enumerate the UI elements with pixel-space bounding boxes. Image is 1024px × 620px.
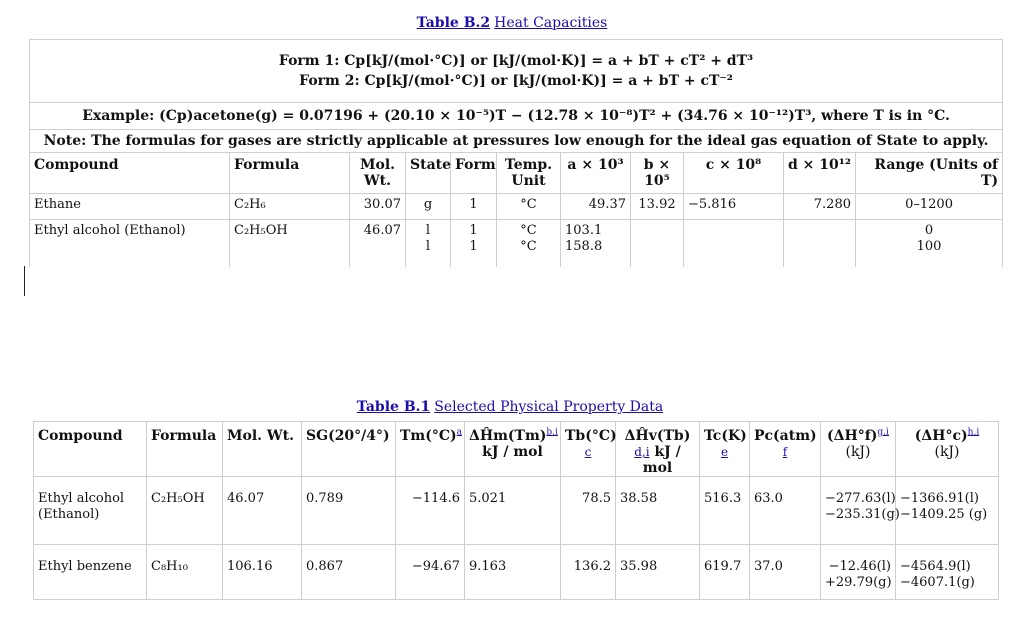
table-b1-title-link[interactable]: Selected Physical Property Data: [434, 399, 664, 415]
table-b1-number-link[interactable]: Table B.1: [356, 399, 431, 415]
col-header-state: State: [406, 153, 451, 194]
text-cursor: [24, 266, 25, 296]
table-b2-number-link[interactable]: Table B.2: [416, 15, 491, 31]
col-header-hc: $(\Delta H^\circ c)^{h,i}$ (kJ): [896, 422, 999, 477]
col-header-mol-wt: Mol. Wt.: [350, 153, 406, 194]
table-row: Ethyl alcohol (Ethanol) C₂H₅OH 46.07 0.789 −114.6 5.021 78.5 38.58 516.3 63.0 −277.63(l) −235.31(g) −1366.91(l) −1409.25 (g): [34, 477, 999, 545]
form-2-equation: Form 2: Cp[kJ/(mol·°C)] or [kJ/(mol·K)] = a + bT + cT⁻²: [299, 73, 733, 89]
formula-forms-cell: [30, 40, 1003, 103]
col-header-tc: Tc(K) e: [700, 422, 750, 477]
col-header-compound: Compound: [34, 422, 147, 477]
col-header-c: c × 10⁸: [684, 153, 784, 194]
col-header-tb: Tb(°C) c: [561, 422, 616, 477]
col-header-sg: SG(20°/4°): [302, 422, 396, 477]
col-header-d: d × 10¹²: [784, 153, 856, 194]
table-row: Ethyl alcohol (Ethanol) C₂H₅OH 46.07 l l 1 1 °C °C 103.1 158.8 0 100: [30, 220, 1003, 268]
col-header-form: Form: [451, 153, 497, 194]
col-header-formula: Formula: [230, 153, 350, 194]
col-header-hm: $\Delta Ĥm(Tm)^{b,i}$ kJ / mol: [465, 422, 561, 477]
table-b2-title-link[interactable]: Heat Capacities: [494, 15, 608, 31]
col-header-hf: $(\Delta H^\circ f)^{g,i}$ (kJ): [821, 422, 896, 477]
col-header-b: b × 10⁵: [631, 153, 684, 194]
col-header-mol-wt: Mol. Wt.: [223, 422, 302, 477]
table-b1-caption: [0, 399, 1022, 415]
col-header-compound: Compound: [30, 153, 230, 194]
col-header-pc: Pc(atm) f: [750, 422, 821, 477]
col-header-tm: $Tm(^\circ C)^a$: [396, 422, 465, 477]
col-header-temp-unit: Temp. Unit: [497, 153, 561, 194]
form-1-equation: Form 1: Cp[kJ/(mol·°C)] or [kJ/(mol·K)] = a + bT + cT² + dT³: [278, 53, 754, 69]
table-row: Ethane C₂H₆ 30.07 g 1 °C 49.37 13.92 −5.816 7.280 0–1200: [30, 194, 1003, 220]
physical-property-table: [33, 421, 999, 600]
heat-capacities-table: [29, 39, 1003, 267]
col-header-range: Range (Units of T): [856, 153, 1003, 194]
col-header-a: a × 10³: [561, 153, 631, 194]
table-row: Ethyl benzene C₈H₁₀ 106.16 0.867 −94.67 9.163 136.2 35.98 619.7 37.0 −12.46(l) +29.79(g) −4564.9(l) −4607.1(g): [34, 545, 999, 600]
col-header-formula: Formula: [147, 422, 223, 477]
col-header-hv: ΔĤv(Tb) d,i kJ / mol: [616, 422, 700, 477]
example-equation: Example: (Cp)acetone(g) = 0.07196 + (20.10 × 10⁻⁵)T − (12.78 × 10⁻⁸)T² + (34.76 × 10⁻¹²)T³, where T is in °C.: [30, 103, 1003, 130]
table-b2-caption: [0, 15, 1024, 31]
gas-formula-note: Note: The formulas for gases are strictly applicable at pressures low enough for the ideal gas equation of State to apply.: [30, 130, 1003, 153]
